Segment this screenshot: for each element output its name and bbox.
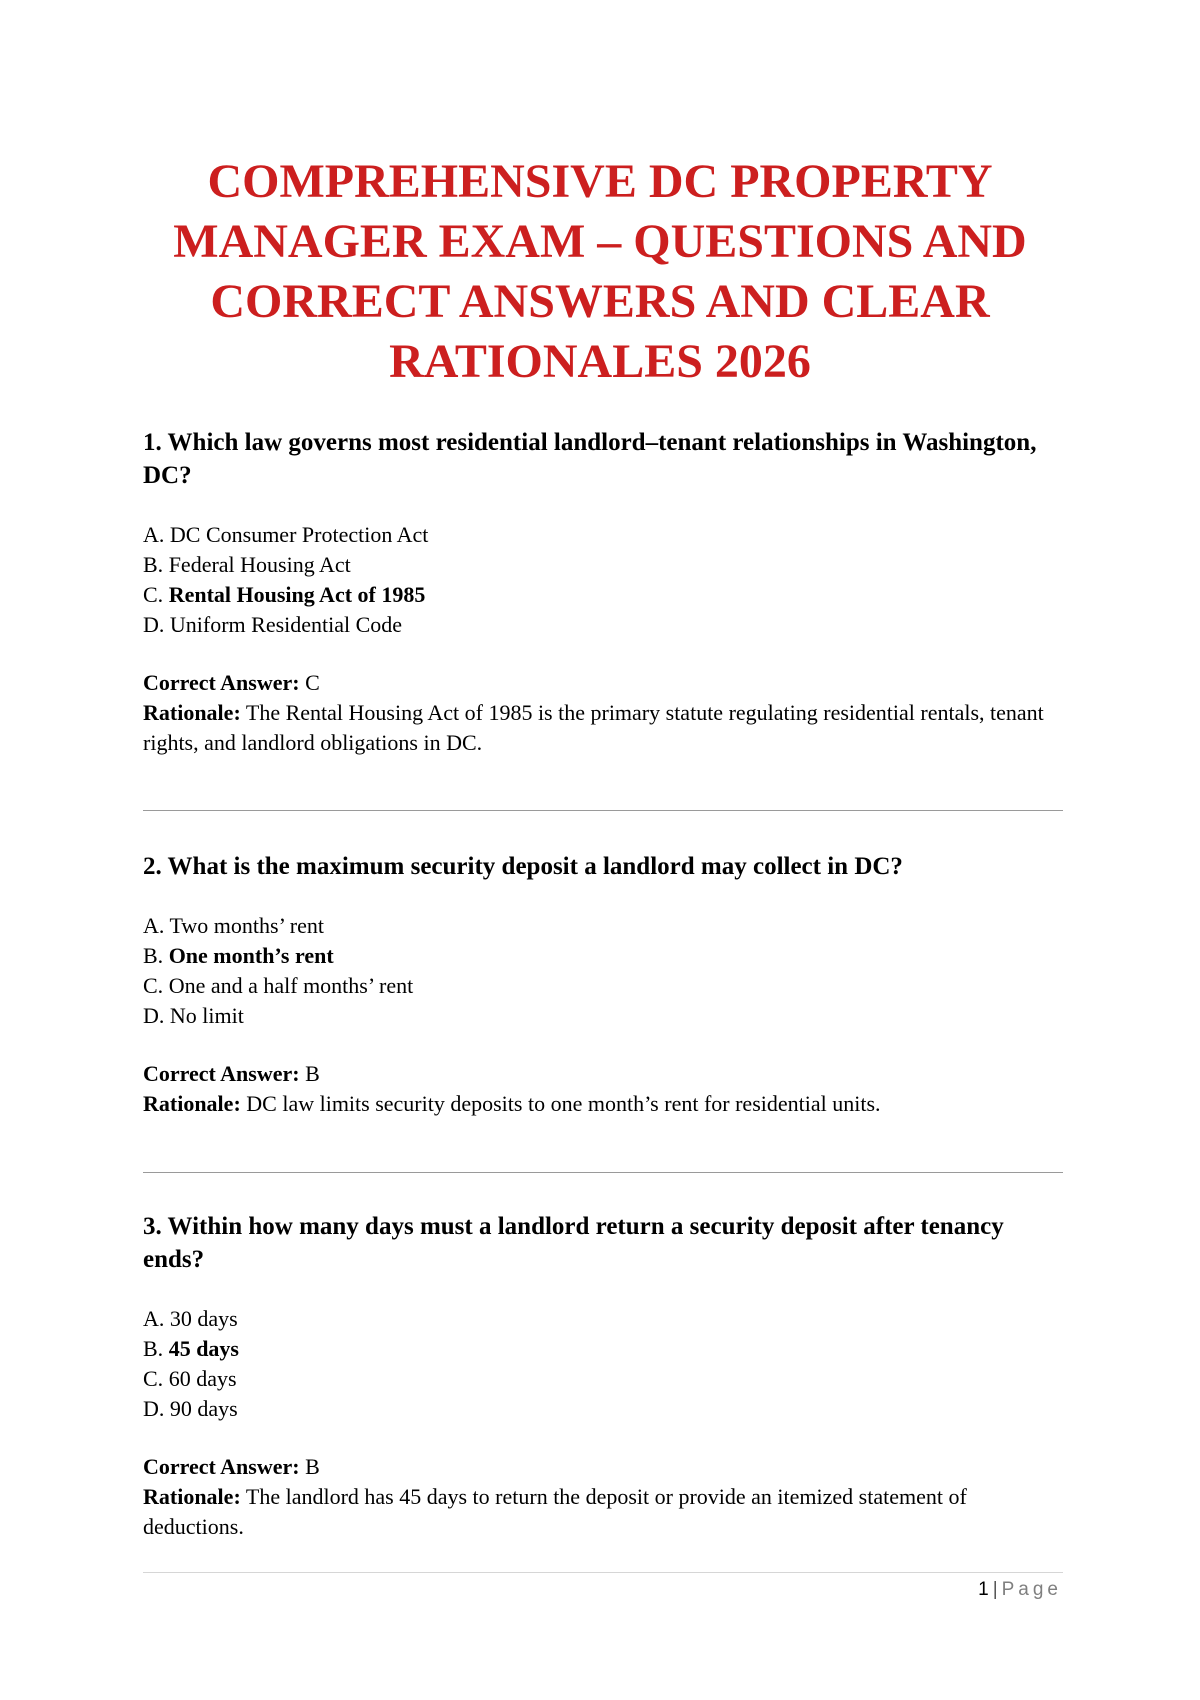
option-a: [143, 1304, 1063, 1334]
correct-answer-label: Correct Answer:: [143, 670, 300, 695]
title-line: COMPREHENSIVE DC PROPERTY: [207, 155, 993, 208]
option-letter: B.: [143, 552, 164, 577]
options-list: [143, 520, 1063, 640]
rationale-text: DC law limits security deposits to one month’s rent for residential units.: [246, 1091, 881, 1116]
option-letter: B.: [143, 943, 164, 968]
option-text: Rental Housing Act of 1985: [168, 582, 426, 607]
page-number: 1: [978, 1579, 989, 1600]
rationale-label: Rationale:: [143, 700, 241, 725]
option-letter: A.: [143, 1306, 165, 1331]
footer-rule: [143, 1572, 1063, 1573]
option-text: Two months’ rent: [169, 913, 324, 938]
rationale: [143, 698, 1063, 758]
option-a: [143, 520, 1063, 550]
option-b-correct: [143, 941, 1063, 971]
correct-answer-value: B: [305, 1454, 320, 1479]
option-text: 60 days: [168, 1366, 237, 1391]
option-d: [143, 610, 1063, 640]
option-letter: D.: [143, 612, 165, 637]
rationale-text: The Rental Housing Act of 1985 is the primary statute regulating residential rentals, tenant rights, and landlord obligations in DC.: [143, 700, 1044, 755]
question-block-2: [143, 850, 1063, 1119]
option-letter: C.: [143, 582, 164, 607]
option-text: 30 days: [169, 1306, 238, 1331]
correct-answer-value: C: [305, 670, 320, 695]
option-c: [143, 971, 1063, 1001]
option-text: Federal Housing Act: [168, 552, 351, 577]
option-text: DC Consumer Protection Act: [169, 522, 429, 547]
option-b: [143, 550, 1063, 580]
option-text: 90 days: [169, 1396, 238, 1421]
option-letter: D.: [143, 1396, 165, 1421]
rationale-text: The landlord has 45 days to return the deposit or provide an itemized statement of deductions.: [143, 1484, 967, 1539]
option-text: One and a half months’ rent: [168, 973, 414, 998]
rationale: [143, 1482, 1063, 1542]
section-divider: [143, 810, 1063, 811]
rationale-label: Rationale:: [143, 1091, 241, 1116]
option-letter: A.: [143, 913, 165, 938]
correct-answer-label: Correct Answer:: [143, 1061, 300, 1086]
question-block-1: [143, 426, 1063, 758]
correct-answer-value: B: [305, 1061, 320, 1086]
page-word: Page: [1001, 1579, 1062, 1600]
question-text: 1. Which law governs most residential landlord–tenant relationships in Washington, DC?: [143, 429, 1037, 489]
document-title: [120, 152, 1080, 392]
option-text: 45 days: [168, 1336, 239, 1361]
correct-answer: [143, 668, 1063, 698]
options-list: [143, 1304, 1063, 1424]
option-a: [143, 911, 1063, 941]
rationale: [143, 1089, 1063, 1119]
correct-answer: [143, 1059, 1063, 1089]
option-c-correct: [143, 580, 1063, 610]
title-line: MANAGER EXAM – QUESTIONS AND: [173, 215, 1027, 268]
footer-separator: |: [992, 1579, 998, 1600]
option-letter: C.: [143, 1366, 164, 1391]
option-letter: B.: [143, 1336, 164, 1361]
title-line: CORRECT ANSWERS AND CLEAR: [210, 275, 990, 328]
option-text: Uniform Residential Code: [169, 612, 403, 637]
option-c: [143, 1364, 1063, 1394]
question-block-3: [143, 1210, 1063, 1542]
page-footer: [978, 1578, 1062, 1602]
question-text: 2. What is the maximum security deposit a landlord may collect in DC?: [143, 853, 903, 880]
option-text: No limit: [169, 1003, 244, 1028]
option-d: [143, 1001, 1063, 1031]
correct-answer: [143, 1452, 1063, 1482]
option-text: One month’s rent: [168, 943, 334, 968]
option-letter: C.: [143, 973, 164, 998]
option-b-correct: [143, 1334, 1063, 1364]
section-divider: [143, 1172, 1063, 1173]
option-letter: A.: [143, 522, 165, 547]
option-d: [143, 1394, 1063, 1424]
option-letter: D.: [143, 1003, 165, 1028]
rationale-label: Rationale:: [143, 1484, 241, 1509]
correct-answer-label: Correct Answer:: [143, 1454, 300, 1479]
title-line: RATIONALES 2026: [389, 335, 811, 388]
options-list: [143, 911, 1063, 1031]
question-text: 3. Within how many days must a landlord return a security deposit after tenancy ends?: [143, 1213, 1004, 1273]
